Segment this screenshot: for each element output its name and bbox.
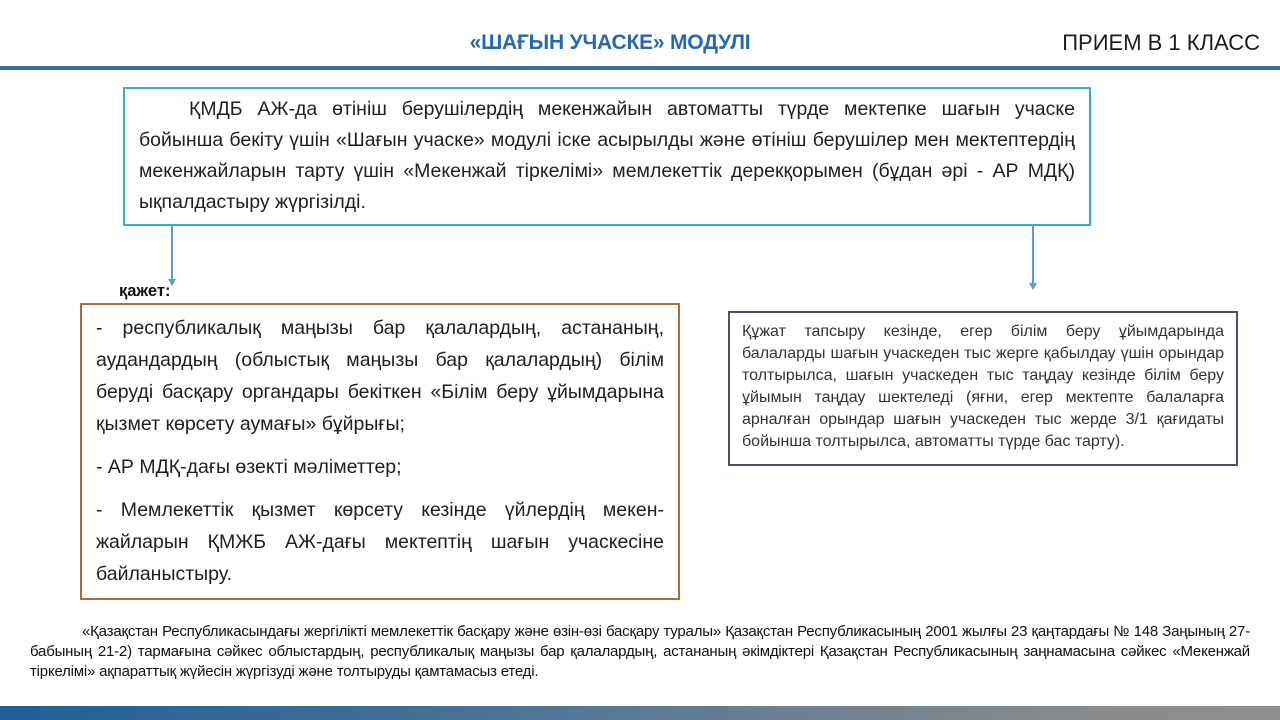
page-title: «ШАҒЫН УЧАСКЕ» МОДУЛІ: [469, 31, 751, 54]
restriction-text: Құжат тапсыру кезінде, егер білім беру ұйымдарында балаларды шағын учаскеден тыс жерге қабылдау үшін орындар толтырылса, шағын учаскеден тыс таңдау кезінде білім беру ұйымын таңдау шектеледі (яғни, егер мектепте балаларға арналған орындар шағын учаскеден тыс жерде 3/1 қағидаты бойынша толтырылса, автоматты түрде бас тарту).: [742, 323, 1224, 450]
intro-text: ҚМДБ АЖ-да өтініш берушілердің мекенжайын автоматты түрде мектепке шағын учаске бойынша бекіту үшін «Шағын учаске» модулі іске асырылды және өтініш берушілер мен мектептердің мекенжайларын тарту үшін «Мекенжай тіркелімі» мемлекеттік дерекқорымен (бұдан әрі - АР МДҚ) ықпалдастыру жүргізілді.: [139, 98, 1075, 213]
down-arrow-right-icon: [1032, 224, 1034, 283]
requirement-item: - Мемлекеттік қызмет көрсету кезінде үйлердің мекен-жайларын ҚМЖБ АЖ-дағы мектептің шағын учаскесіне байланыстыру.: [96, 499, 664, 585]
intro-text-box: [123, 87, 1091, 226]
down-arrow-left-icon: [171, 224, 173, 279]
header-divider: [0, 66, 1280, 70]
requirements-box: [80, 303, 680, 600]
requirement-item: - АР МДҚ-дағы өзекті мәліметтер;: [96, 456, 402, 478]
bottom-accent-bar: [0, 706, 1280, 720]
needed-label: қажет:: [119, 282, 171, 300]
legal-footnote: «Қазақстан Республикасындағы жергілікті мемлекеттік басқару және өзін-өзі басқару туралы» Қазақстан Республикасының 2001 жылғы 23 қаңтардағы № 148 Заңының 27-бабының 21-2) тармағына сәйкес облыстардың, республикалық маңызы бар қалалардың, астананың әкімдіктері Қазақстан Республикасының заңнамасына сәйкес «Мекенжай тіркелімі» ақпараттық жүйесін жүргізуді және толтыруды қамтамасыз етеді.: [30, 623, 1250, 680]
requirement-item: - республикалық маңызы бар қалалардың, астананың, аудандардың (облыстық маңызы бар қалалардың) білім беруді басқару органдары бекіткен «Білім беру ұйымдарына қызмет көрсету аумағы» бұйрығы;: [96, 317, 664, 435]
header-right-label: ПРИЕМ В 1 КЛАСС: [1062, 30, 1260, 55]
restriction-box: [728, 311, 1238, 466]
